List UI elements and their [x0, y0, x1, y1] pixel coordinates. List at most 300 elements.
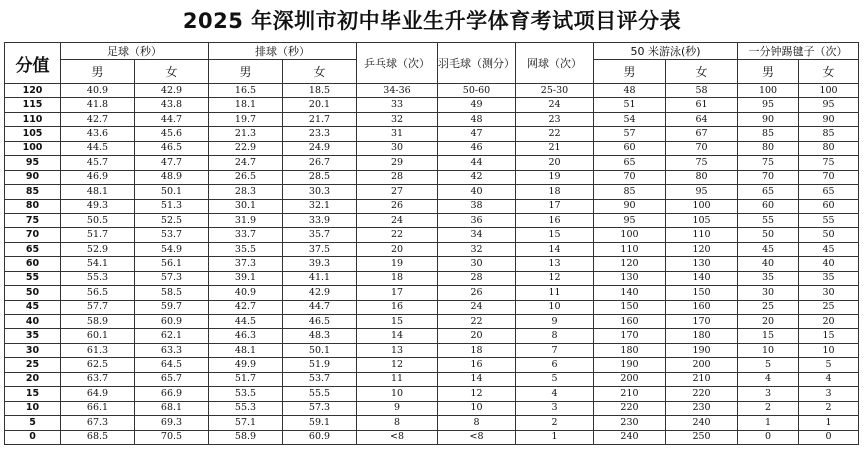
table-cell: 22.9 [209, 141, 283, 155]
score-cell: 105 [5, 127, 61, 141]
table-row [5, 170, 859, 184]
table-row [5, 141, 859, 155]
score-cell: 95 [5, 156, 61, 170]
table-cell: 49 [438, 98, 516, 112]
table-cell: 62.1 [135, 329, 209, 343]
table-cell: 8 [357, 416, 438, 430]
table-cell: 24.9 [283, 141, 357, 155]
table-row [5, 401, 859, 415]
table-cell: 34-36 [357, 84, 438, 98]
table-cell: 48.1 [61, 185, 135, 199]
badminton-header: 羽毛球（测分） [438, 43, 516, 84]
score-cell: 85 [5, 185, 61, 199]
table-cell: 4 [516, 387, 594, 401]
table-row [5, 228, 859, 242]
table-cell: 140 [594, 286, 666, 300]
table-cell: 32 [357, 112, 438, 126]
table-cell: 43.8 [135, 98, 209, 112]
table-cell: 51.3 [135, 199, 209, 213]
table-cell: 16 [357, 300, 438, 314]
table-cell: 15 [738, 329, 799, 343]
table-cell: 42.7 [209, 300, 283, 314]
table-cell: 42 [438, 170, 516, 184]
table-cell: 15 [799, 329, 859, 343]
table-cell: 15 [516, 228, 594, 242]
table-cell: 26.5 [209, 170, 283, 184]
score-cell: 100 [5, 141, 61, 155]
table-cell: 200 [594, 372, 666, 386]
table-cell: 33.7 [209, 228, 283, 242]
table-cell: 95 [799, 98, 859, 112]
table-cell: 240 [594, 430, 666, 444]
table-row [5, 257, 859, 271]
table-cell: 20 [738, 315, 799, 329]
table-cell: 7 [516, 343, 594, 357]
table-cell: 110 [594, 242, 666, 256]
table-cell: 32 [438, 242, 516, 256]
score-cell: 40 [5, 315, 61, 329]
table-cell: 65 [594, 156, 666, 170]
table-row [5, 430, 859, 444]
table-cell: 8 [438, 416, 516, 430]
table-cell: 34 [438, 228, 516, 242]
table-cell: 210 [594, 387, 666, 401]
table-cell: 39.1 [209, 271, 283, 285]
table-cell: 210 [666, 372, 738, 386]
table-cell: 61 [666, 98, 738, 112]
table-row [5, 329, 859, 343]
table-cell: 51 [594, 98, 666, 112]
table-cell: 59.1 [283, 416, 357, 430]
score-cell: 90 [5, 170, 61, 184]
score-cell: 75 [5, 213, 61, 227]
table-cell: 45 [738, 242, 799, 256]
table-cell: 19 [516, 170, 594, 184]
table-cell: 230 [666, 401, 738, 415]
table-cell: 48.9 [135, 170, 209, 184]
table-row [5, 199, 859, 213]
table-cell: 85 [594, 185, 666, 199]
table-cell: 56.5 [61, 286, 135, 300]
table-cell: 40 [738, 257, 799, 271]
table-cell: 31 [357, 127, 438, 141]
table-cell: 70.5 [135, 430, 209, 444]
table-cell: 12 [438, 387, 516, 401]
table-row [5, 300, 859, 314]
football-header: 足球（秒） [61, 43, 209, 60]
score-header: 分值 [5, 43, 61, 84]
table-cell: 58 [666, 84, 738, 98]
table-cell: 90 [799, 112, 859, 126]
table-cell: 1 [799, 416, 859, 430]
table-cell: 46.5 [135, 141, 209, 155]
table-cell: 51.7 [209, 372, 283, 386]
table-cell: 4 [738, 372, 799, 386]
score-cell: 70 [5, 228, 61, 242]
table-cell: 100 [594, 228, 666, 242]
table-cell: 20 [516, 156, 594, 170]
table-cell: 10 [516, 300, 594, 314]
table-cell: 50.1 [283, 343, 357, 357]
table-cell: 80 [666, 170, 738, 184]
table-cell: 19 [357, 257, 438, 271]
table-cell: 55.3 [209, 401, 283, 415]
score-cell: 120 [5, 84, 61, 98]
table-cell: 21.7 [283, 112, 357, 126]
table-cell: 55.3 [61, 271, 135, 285]
score-cell: 15 [5, 387, 61, 401]
table-cell: 50.5 [61, 213, 135, 227]
table-cell: 190 [594, 358, 666, 372]
table-cell: 13 [516, 257, 594, 271]
table-cell: 59.7 [135, 300, 209, 314]
table-cell: 24 [357, 213, 438, 227]
table-cell: 150 [666, 286, 738, 300]
table-cell: 23 [516, 112, 594, 126]
table-row [5, 271, 859, 285]
table-cell: 17 [516, 199, 594, 213]
table-cell: 27 [357, 185, 438, 199]
table-cell: 42.9 [135, 84, 209, 98]
table-cell: 230 [594, 416, 666, 430]
table-cell: 45 [799, 242, 859, 256]
table-row [5, 156, 859, 170]
table-cell: 65 [799, 185, 859, 199]
table-cell: 90 [594, 199, 666, 213]
table-cell: 69.3 [135, 416, 209, 430]
table-cell: 42.9 [283, 286, 357, 300]
table-cell: 18 [516, 185, 594, 199]
table-cell: 14 [438, 372, 516, 386]
table-cell: 56.1 [135, 257, 209, 271]
table-cell: 16 [438, 358, 516, 372]
table-cell: 28 [438, 271, 516, 285]
table-cell: 41.1 [283, 271, 357, 285]
table-cell: 53.7 [283, 372, 357, 386]
table-cell: 43.6 [61, 127, 135, 141]
table-cell: 20 [438, 329, 516, 343]
table-cell: 9 [357, 401, 438, 415]
table-cell: 70 [799, 170, 859, 184]
table-cell: 67 [666, 127, 738, 141]
table-cell: 61.3 [61, 343, 135, 357]
table-cell: 80 [738, 141, 799, 155]
table-cell: 63.7 [61, 372, 135, 386]
table-cell: 22 [438, 315, 516, 329]
table-cell: 150 [594, 300, 666, 314]
score-cell: 115 [5, 98, 61, 112]
table-cell: 25-30 [516, 84, 594, 98]
table-cell: 18 [438, 343, 516, 357]
score-cell: 0 [5, 430, 61, 444]
table-cell: 18.1 [209, 98, 283, 112]
table-cell: 21 [516, 141, 594, 155]
swim-header: 50 米游泳(秒) [594, 43, 738, 60]
table-cell: 100 [799, 84, 859, 98]
table-cell: 68.1 [135, 401, 209, 415]
table-cell: 58.5 [135, 286, 209, 300]
table-cell: 44.5 [209, 315, 283, 329]
table-cell: 60.9 [135, 315, 209, 329]
table-row [5, 315, 859, 329]
score-cell: 25 [5, 358, 61, 372]
table-cell: 95 [666, 185, 738, 199]
volleyball-header: 排球（秒） [209, 43, 357, 60]
table-cell: 37.3 [209, 257, 283, 271]
table-cell: 47.7 [135, 156, 209, 170]
table-cell: 170 [666, 315, 738, 329]
table-cell: 48 [438, 112, 516, 126]
table-cell: 180 [666, 329, 738, 343]
table-cell: 3 [516, 401, 594, 415]
table-cell: 29 [357, 156, 438, 170]
table-cell: 240 [666, 416, 738, 430]
table-cell: 14 [516, 242, 594, 256]
table-cell: <8 [438, 430, 516, 444]
table-cell: 60 [738, 199, 799, 213]
swim-female-header: 女 [666, 60, 738, 84]
table-cell: 160 [594, 315, 666, 329]
table-cell: 95 [594, 213, 666, 227]
table-cell: 35.5 [209, 242, 283, 256]
table-cell: 3 [738, 387, 799, 401]
table-cell: 37.5 [283, 242, 357, 256]
score-cell: 45 [5, 300, 61, 314]
table-cell: 1 [516, 430, 594, 444]
table-cell: 46.9 [61, 170, 135, 184]
table-cell: 52.5 [135, 213, 209, 227]
table-cell: 18.5 [283, 84, 357, 98]
table-cell: 68.5 [61, 430, 135, 444]
table-cell: 39.3 [283, 257, 357, 271]
table-cell: 57.3 [283, 401, 357, 415]
table-cell: 2 [516, 416, 594, 430]
table-cell: 24 [516, 98, 594, 112]
table-cell: 22 [357, 228, 438, 242]
table-cell: 120 [594, 257, 666, 271]
table-cell: 41.8 [61, 98, 135, 112]
table-cell: 40.9 [61, 84, 135, 98]
table-cell: 33.9 [283, 213, 357, 227]
table-cell: 60 [799, 199, 859, 213]
score-cell: 55 [5, 271, 61, 285]
table-cell: 10 [438, 401, 516, 415]
table-cell: 46 [438, 141, 516, 155]
table-cell: 130 [666, 257, 738, 271]
table-cell: 36 [438, 213, 516, 227]
table-cell: 64.5 [135, 358, 209, 372]
table-cell: 23.3 [283, 127, 357, 141]
table-cell: 51.7 [61, 228, 135, 242]
table-cell: 14 [357, 329, 438, 343]
table-cell: 38 [438, 199, 516, 213]
table-cell: 18 [357, 271, 438, 285]
table-row [5, 416, 859, 430]
table-cell: 10 [357, 387, 438, 401]
table-cell: 40 [438, 185, 516, 199]
table-cell: 57.3 [135, 271, 209, 285]
volleyball-female-header: 女 [283, 60, 357, 84]
table-cell: 25 [799, 300, 859, 314]
table-cell: 4 [799, 372, 859, 386]
table-cell: 67.3 [61, 416, 135, 430]
table-cell: 16 [516, 213, 594, 227]
table-cell: 26 [357, 199, 438, 213]
table-cell: 62.5 [61, 358, 135, 372]
table-row [5, 185, 859, 199]
table-row [5, 84, 859, 98]
table-row [5, 242, 859, 256]
table-cell: 13 [357, 343, 438, 357]
table-cell: 1 [738, 416, 799, 430]
table-cell: 70 [738, 170, 799, 184]
table-cell: 180 [594, 343, 666, 357]
table-cell: 55 [738, 213, 799, 227]
table-cell: 30 [438, 257, 516, 271]
table-cell: 45.6 [135, 127, 209, 141]
table-cell: 85 [799, 127, 859, 141]
table-cell: 100 [738, 84, 799, 98]
table-cell: 44.7 [135, 112, 209, 126]
table-cell: 2 [738, 401, 799, 415]
table-cell: 53.7 [135, 228, 209, 242]
pingpong-header: 乒乓球（次） [357, 43, 438, 84]
shuttlecock-female-header: 女 [799, 60, 859, 84]
table-cell: 70 [666, 141, 738, 155]
table-cell: 75 [799, 156, 859, 170]
shuttlecock-header: 一分钟踢毽子（次） [738, 43, 859, 60]
score-cell: 110 [5, 112, 61, 126]
page-title: 2025 年深圳市初中毕业生升学体育考试项目评分表 [182, 9, 682, 33]
table-cell: 5 [738, 358, 799, 372]
table-row [5, 343, 859, 357]
table-cell: 28 [357, 170, 438, 184]
table-row [5, 98, 859, 112]
table-cell: 10 [799, 343, 859, 357]
table-cell: 60.1 [61, 329, 135, 343]
table-cell: 75 [666, 156, 738, 170]
table-cell: 200 [666, 358, 738, 372]
table-cell: 10 [738, 343, 799, 357]
table-cell: 160 [666, 300, 738, 314]
table-cell: 11 [516, 286, 594, 300]
table-cell: 30.3 [283, 185, 357, 199]
table-cell: 3 [799, 387, 859, 401]
score-cell: 50 [5, 286, 61, 300]
table-cell: 5 [799, 358, 859, 372]
score-cell: 30 [5, 343, 61, 357]
table-cell: 65.7 [135, 372, 209, 386]
table-cell: 90 [738, 112, 799, 126]
table-cell: 63.3 [135, 343, 209, 357]
table-cell: 20 [799, 315, 859, 329]
score-cell: 60 [5, 257, 61, 271]
table-cell: 95 [738, 98, 799, 112]
table-cell: 64.9 [61, 387, 135, 401]
table-cell: 44.7 [283, 300, 357, 314]
table-cell: 220 [594, 401, 666, 415]
table-cell: 2 [799, 401, 859, 415]
table-cell: 58.9 [209, 430, 283, 444]
table-row [5, 127, 859, 141]
table-cell: 16.5 [209, 84, 283, 98]
table-cell: 66.1 [61, 401, 135, 415]
table-cell: 250 [666, 430, 738, 444]
table-cell: 30 [357, 141, 438, 155]
table-cell: 65 [738, 185, 799, 199]
table-cell: 0 [738, 430, 799, 444]
table-cell: 48 [594, 84, 666, 98]
table-cell: 48.1 [209, 343, 283, 357]
table-cell: 120 [666, 242, 738, 256]
table-cell: 60 [594, 141, 666, 155]
table-cell: 22 [516, 127, 594, 141]
score-cell: 65 [5, 242, 61, 256]
table-cell: 49.9 [209, 358, 283, 372]
table-cell: 50.1 [135, 185, 209, 199]
table-row [5, 387, 859, 401]
score-cell: 5 [5, 416, 61, 430]
table-cell: 220 [666, 387, 738, 401]
table-cell: 35 [799, 271, 859, 285]
table-cell: 50 [799, 228, 859, 242]
table-cell: 140 [666, 271, 738, 285]
table-cell: 54 [594, 112, 666, 126]
table-cell: 66.9 [135, 387, 209, 401]
table-cell: 5 [516, 372, 594, 386]
table-cell: 64 [666, 112, 738, 126]
table-cell: 0 [799, 430, 859, 444]
table-cell: 42.7 [61, 112, 135, 126]
table-cell: 54.1 [61, 257, 135, 271]
table-cell: 9 [516, 315, 594, 329]
score-cell: 80 [5, 199, 61, 213]
table-cell: 55 [799, 213, 859, 227]
table-cell: 190 [666, 343, 738, 357]
table-cell: 6 [516, 358, 594, 372]
score-table [4, 42, 859, 445]
table-cell: 12 [516, 271, 594, 285]
table-cell: 53.5 [209, 387, 283, 401]
score-cell: 20 [5, 372, 61, 386]
table-cell: 80 [799, 141, 859, 155]
table-cell: 19.7 [209, 112, 283, 126]
table-row [5, 112, 859, 126]
score-cell: 10 [5, 401, 61, 415]
table-cell: 100 [666, 199, 738, 213]
table-row [5, 286, 859, 300]
table-cell: 50 [738, 228, 799, 242]
table-cell: 60.9 [283, 430, 357, 444]
table-cell: 45.7 [61, 156, 135, 170]
score-cell: 35 [5, 329, 61, 343]
table-cell: 30 [799, 286, 859, 300]
table-cell: 40.9 [209, 286, 283, 300]
table-cell: 26.7 [283, 156, 357, 170]
football-female-header: 女 [135, 60, 209, 84]
table-cell: 15 [357, 315, 438, 329]
shuttlecock-male-header: 男 [738, 60, 799, 84]
table-cell: 48.3 [283, 329, 357, 343]
table-cell: 105 [666, 213, 738, 227]
table-cell: 52.9 [61, 242, 135, 256]
table-cell: 130 [594, 271, 666, 285]
table-cell: 28.5 [283, 170, 357, 184]
table-cell: 57.7 [61, 300, 135, 314]
table-cell: 28.3 [209, 185, 283, 199]
table-cell: 31.9 [209, 213, 283, 227]
table-cell: 55.5 [283, 387, 357, 401]
